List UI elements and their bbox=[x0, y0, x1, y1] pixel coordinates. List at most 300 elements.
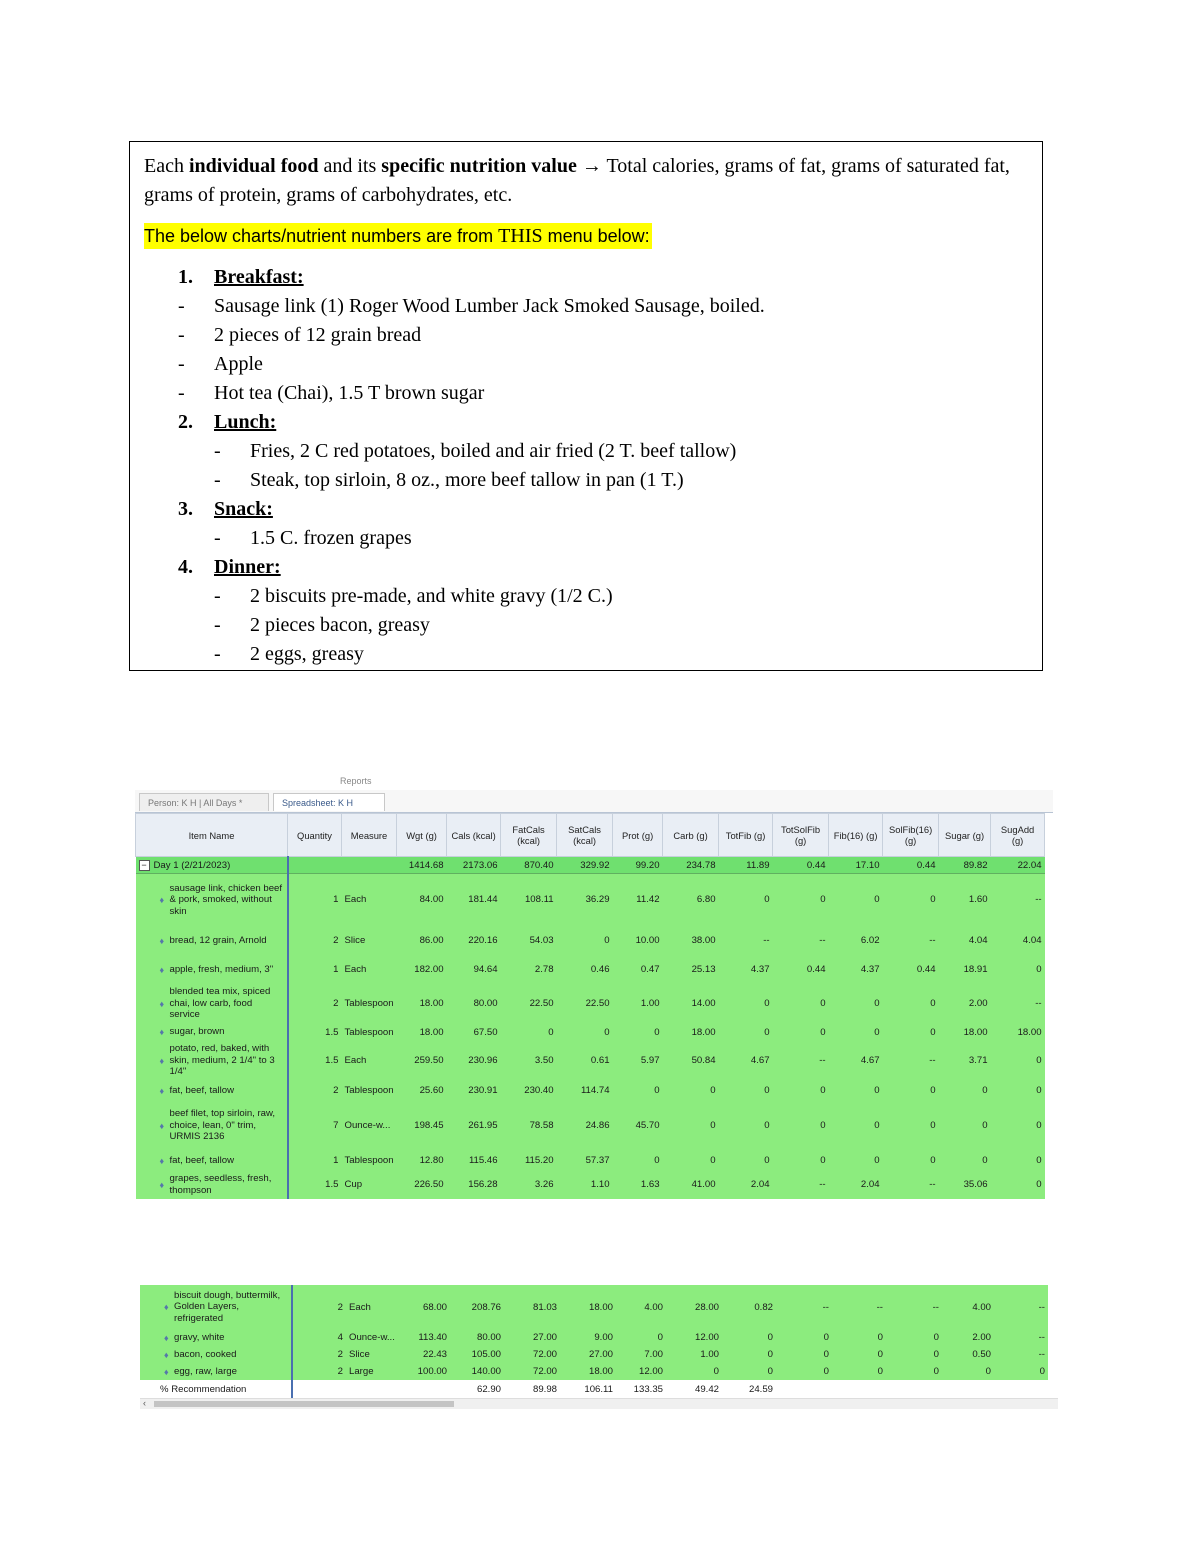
tab-bar bbox=[135, 790, 1053, 813]
meal-item bbox=[144, 321, 1028, 350]
recommendation-cell: 133.35 bbox=[616, 1380, 666, 1398]
table-row[interactable] bbox=[136, 1171, 1045, 1199]
food-item-icon: ♦ bbox=[159, 998, 165, 1009]
value-cell: -- bbox=[994, 1346, 1048, 1363]
meal-item-text: 1.5 C. frozen grapes bbox=[250, 527, 412, 549]
value-cell: 57.37 bbox=[557, 1151, 613, 1171]
table-row[interactable] bbox=[136, 956, 1045, 984]
day-total-cell: 329.92 bbox=[557, 857, 613, 874]
measure-cell: Ounce-w... bbox=[346, 1329, 400, 1346]
highlight-pre: The below charts/nutrient numbers are from bbox=[144, 226, 499, 246]
meal-item-text: Steak, top sirloin, 8 oz., more beef tallow in pan (1 T.) bbox=[250, 469, 684, 491]
food-item-icon: ♦ bbox=[159, 1179, 165, 1190]
measure-cell: Each bbox=[342, 956, 397, 984]
value-cell: 0 bbox=[829, 1151, 883, 1171]
value-cell: 182.00 bbox=[397, 956, 447, 984]
intro-bold-1: individual food bbox=[188, 155, 319, 177]
value-cell: 1.10 bbox=[557, 1171, 613, 1199]
meal-title: Breakfast: bbox=[214, 266, 304, 288]
value-cell: 18.00 bbox=[939, 1024, 991, 1041]
value-cell: 0 bbox=[719, 874, 773, 926]
meal-title: Lunch: bbox=[214, 411, 277, 433]
day-label: Day 1 (2/21/2023) bbox=[153, 859, 231, 871]
item-name: bacon, cooked bbox=[174, 1348, 237, 1360]
value-cell: 18.00 bbox=[560, 1285, 616, 1329]
value-cell: 0 bbox=[722, 1329, 776, 1346]
highlight-post: menu below: bbox=[542, 226, 650, 246]
dash-bullet: - bbox=[214, 614, 221, 636]
meal-item bbox=[144, 582, 1028, 611]
value-cell: 18.00 bbox=[560, 1363, 616, 1380]
measure-cell: Tablespoon bbox=[342, 1151, 397, 1171]
value-cell: -- bbox=[886, 1285, 942, 1329]
value-cell: 45.70 bbox=[613, 1101, 663, 1151]
value-cell: 1.00 bbox=[666, 1346, 722, 1363]
meal-heading bbox=[144, 553, 1028, 582]
day-total-cell: 0.44 bbox=[883, 857, 939, 874]
day-total-row[interactable] bbox=[136, 857, 1045, 874]
value-cell: 0 bbox=[501, 1024, 557, 1041]
meal-title: Dinner: bbox=[214, 556, 281, 578]
value-cell: -- bbox=[773, 1041, 829, 1081]
meal-item bbox=[144, 292, 1028, 321]
value-cell: 0.44 bbox=[883, 956, 939, 984]
meal-item-text: 2 biscuits pre-made, and white gravy (1/2 C.) bbox=[250, 585, 613, 607]
value-cell: 86.00 bbox=[397, 926, 447, 956]
item-name: beef filet, top sirloin, raw, choice, lean, 0" trim, URMIS 2136 bbox=[169, 1108, 276, 1143]
value-cell: 2.00 bbox=[939, 984, 991, 1024]
value-cell: 0 bbox=[991, 956, 1045, 984]
value-cell: 10.00 bbox=[613, 926, 663, 956]
recommendation-cell bbox=[942, 1380, 994, 1398]
value-cell: 38.00 bbox=[663, 926, 719, 956]
meal-item-text: Apple bbox=[214, 353, 263, 375]
horizontal-scrollbar[interactable] bbox=[140, 1398, 1058, 1409]
value-cell: 0 bbox=[829, 1081, 883, 1101]
measure-cell: Each bbox=[342, 1041, 397, 1081]
quantity-cell: 1.5 bbox=[288, 1024, 342, 1041]
highlighted-note bbox=[144, 223, 652, 249]
value-cell: 41.00 bbox=[663, 1171, 719, 1199]
value-cell: 0 bbox=[616, 1329, 666, 1346]
recommendation-row[interactable] bbox=[140, 1380, 1048, 1398]
item-name: blended tea mix, spiced chai, low carb, food service bbox=[169, 986, 271, 1021]
table-row[interactable] bbox=[136, 874, 1045, 926]
value-cell: -- bbox=[773, 926, 829, 956]
day-total-cell: 870.40 bbox=[501, 857, 557, 874]
column-header[interactable]: SolFib(16) (g) bbox=[883, 814, 939, 857]
value-cell: 4.04 bbox=[939, 926, 991, 956]
intro-text-3: Total calories, grams of fat, grams of saturated fat, grams of protein, grams of carbohydrates, etc. bbox=[144, 155, 1010, 206]
day-total-cell: 22.04 bbox=[991, 857, 1045, 874]
column-header[interactable]: Quantity bbox=[288, 814, 342, 857]
measure-cell: Large bbox=[346, 1363, 400, 1380]
value-cell: 0.82 bbox=[722, 1285, 776, 1329]
quantity-cell: 1 bbox=[288, 1151, 342, 1171]
value-cell: 230.91 bbox=[447, 1081, 501, 1101]
value-cell: -- bbox=[991, 984, 1045, 1024]
value-cell: 3.71 bbox=[939, 1041, 991, 1081]
value-cell: -- bbox=[883, 926, 939, 956]
dash-bullet: - bbox=[178, 353, 185, 375]
item-name-cell bbox=[136, 1171, 288, 1199]
collapse-icon[interactable]: − bbox=[139, 860, 150, 871]
value-cell: 84.00 bbox=[397, 874, 447, 926]
meal-item bbox=[144, 640, 1028, 669]
item-name-cell bbox=[136, 1101, 288, 1151]
value-cell: 0 bbox=[719, 1024, 773, 1041]
food-item-icon: ♦ bbox=[159, 964, 165, 975]
table-row[interactable] bbox=[140, 1346, 1048, 1363]
value-cell: 9.00 bbox=[560, 1329, 616, 1346]
value-cell: 0 bbox=[557, 1024, 613, 1041]
food-item-icon: ♦ bbox=[159, 1120, 165, 1131]
value-cell: 14.00 bbox=[663, 984, 719, 1024]
value-cell: -- bbox=[994, 1329, 1048, 1346]
item-name: gravy, white bbox=[174, 1331, 225, 1343]
recommendation-cell bbox=[776, 1380, 832, 1398]
value-cell: 0 bbox=[991, 1101, 1045, 1151]
value-cell: 7.00 bbox=[616, 1346, 666, 1363]
quantity-cell bbox=[288, 857, 342, 874]
value-cell: 67.50 bbox=[447, 1024, 501, 1041]
value-cell: 113.40 bbox=[400, 1329, 450, 1346]
item-name-cell bbox=[140, 1346, 292, 1363]
table-row[interactable] bbox=[136, 1151, 1045, 1171]
dash-bullet: - bbox=[178, 295, 185, 317]
item-name: potato, red, baked, with skin, medium, 2 1/4" to 3 1/4" bbox=[169, 1043, 275, 1078]
intro-bold-2: specific nutrition value bbox=[381, 155, 577, 177]
item-name-cell bbox=[136, 984, 288, 1024]
value-cell: 0 bbox=[883, 1151, 939, 1171]
value-cell: 0 bbox=[939, 1151, 991, 1171]
meal-item bbox=[144, 611, 1028, 640]
item-name: grapes, seedless, fresh, thompson bbox=[169, 1173, 272, 1196]
food-item-icon: ♦ bbox=[164, 1366, 169, 1377]
table-row[interactable] bbox=[140, 1285, 1048, 1329]
meal-number: 2. bbox=[178, 411, 193, 433]
value-cell: -- bbox=[883, 1041, 939, 1081]
value-cell: 1.60 bbox=[939, 874, 991, 926]
value-cell: 220.16 bbox=[447, 926, 501, 956]
value-cell: 0 bbox=[773, 984, 829, 1024]
meal-number: 3. bbox=[178, 498, 193, 520]
table-row[interactable] bbox=[136, 1081, 1045, 1101]
intro-paragraph bbox=[144, 152, 1028, 210]
value-cell: 18.00 bbox=[663, 1024, 719, 1041]
value-cell: -- bbox=[719, 926, 773, 956]
value-cell: 0 bbox=[719, 984, 773, 1024]
quantity-cell bbox=[292, 1380, 346, 1398]
item-name-cell bbox=[140, 1363, 292, 1380]
value-cell: 0.61 bbox=[557, 1041, 613, 1081]
value-cell: 6.02 bbox=[829, 926, 883, 956]
value-cell: 0 bbox=[719, 1151, 773, 1171]
value-cell: 226.50 bbox=[397, 1171, 447, 1199]
value-cell: 27.00 bbox=[504, 1329, 560, 1346]
value-cell: 12.80 bbox=[397, 1151, 447, 1171]
value-cell: 0 bbox=[883, 1101, 939, 1151]
recommendation-cell: 106.11 bbox=[560, 1380, 616, 1398]
value-cell: 35.06 bbox=[939, 1171, 991, 1199]
quantity-cell: 2 bbox=[288, 984, 342, 1024]
value-cell: 1.63 bbox=[613, 1171, 663, 1199]
recommendation-cell bbox=[832, 1380, 886, 1398]
value-cell: 0 bbox=[773, 874, 829, 926]
value-cell: 11.42 bbox=[613, 874, 663, 926]
table-row[interactable] bbox=[136, 984, 1045, 1024]
quantity-cell: 4 bbox=[292, 1329, 346, 1346]
value-cell: 22.43 bbox=[400, 1346, 450, 1363]
meal-item-text: Hot tea (Chai), 1.5 T brown sugar bbox=[214, 382, 485, 404]
value-cell: 6.80 bbox=[663, 874, 719, 926]
highlight-emph: THIS bbox=[498, 225, 543, 247]
column-header[interactable]: SugAdd (g) bbox=[991, 814, 1045, 857]
value-cell: 0 bbox=[666, 1363, 722, 1380]
value-cell: 2.78 bbox=[501, 956, 557, 984]
column-header[interactable]: Fib(16) (g) bbox=[829, 814, 883, 857]
measure-cell: Tablespoon bbox=[342, 1081, 397, 1101]
spreadsheet-screenshot-top bbox=[135, 770, 1053, 1204]
value-cell: 0.47 bbox=[613, 956, 663, 984]
value-cell: 0 bbox=[773, 1101, 829, 1151]
quantity-cell: 2 bbox=[288, 926, 342, 956]
arrow-icon: → bbox=[576, 155, 607, 177]
value-cell: 5.97 bbox=[613, 1041, 663, 1081]
value-cell: 12.00 bbox=[666, 1329, 722, 1346]
table-row[interactable] bbox=[136, 1041, 1045, 1081]
value-cell: 198.45 bbox=[397, 1101, 447, 1151]
column-header[interactable]: Prot (g) bbox=[613, 814, 663, 857]
value-cell: 230.96 bbox=[447, 1041, 501, 1081]
value-cell: 3.50 bbox=[501, 1041, 557, 1081]
value-cell: 0 bbox=[991, 1081, 1045, 1101]
value-cell: 100.00 bbox=[400, 1363, 450, 1380]
nutrition-table-continued bbox=[140, 1285, 1048, 1398]
item-name: apple, fresh, medium, 3" bbox=[169, 963, 274, 975]
item-name-cell bbox=[136, 874, 288, 926]
item-name-cell bbox=[136, 956, 288, 984]
column-header[interactable]: FatCals (kcal) bbox=[501, 814, 557, 857]
value-cell: 0 bbox=[719, 1101, 773, 1151]
value-cell: 0 bbox=[991, 1151, 1045, 1171]
column-header[interactable]: Cals (kcal) bbox=[447, 814, 501, 857]
column-header[interactable]: TotFib (g) bbox=[719, 814, 773, 857]
value-cell: 0 bbox=[886, 1363, 942, 1380]
table-row[interactable] bbox=[136, 1024, 1045, 1041]
value-cell: 208.76 bbox=[450, 1285, 504, 1329]
value-cell: 0 bbox=[722, 1346, 776, 1363]
column-header[interactable]: Sugar (g) bbox=[939, 814, 991, 857]
value-cell: 0 bbox=[776, 1329, 832, 1346]
item-name: egg, raw, large bbox=[174, 1365, 237, 1377]
column-header[interactable]: Carb (g) bbox=[663, 814, 719, 857]
value-cell: 4.67 bbox=[719, 1041, 773, 1081]
day-label-cell bbox=[136, 857, 288, 874]
value-cell: 140.00 bbox=[450, 1363, 504, 1380]
food-item-icon: ♦ bbox=[159, 1027, 165, 1037]
quantity-cell: 2 bbox=[292, 1285, 346, 1329]
meal-number: 1. bbox=[178, 266, 193, 288]
measure-cell bbox=[346, 1380, 400, 1398]
measure-cell: Slice bbox=[342, 926, 397, 956]
day-total-cell: 234.78 bbox=[663, 857, 719, 874]
highlight-line bbox=[144, 222, 1028, 251]
value-cell: 0 bbox=[991, 1041, 1045, 1081]
value-cell: 27.00 bbox=[560, 1346, 616, 1363]
item-name: biscuit dough, buttermilk, Golden Layers, refrigerated bbox=[174, 1289, 281, 1324]
menu-description-box bbox=[129, 141, 1043, 671]
tab-spreadsheet-label: Spreadsheet: K H bbox=[282, 798, 354, 808]
meal-heading bbox=[144, 495, 1028, 524]
quantity-cell: 2 bbox=[292, 1363, 346, 1380]
item-name-cell bbox=[140, 1329, 292, 1346]
value-cell: 50.84 bbox=[663, 1041, 719, 1081]
column-header[interactable]: TotSolFib (g) bbox=[773, 814, 829, 857]
value-cell: 72.00 bbox=[504, 1363, 560, 1380]
value-cell: 0 bbox=[939, 1101, 991, 1151]
value-cell: 22.50 bbox=[557, 984, 613, 1024]
recommendation-cell bbox=[886, 1380, 942, 1398]
value-cell: -- bbox=[883, 1171, 939, 1199]
table-row[interactable] bbox=[136, 1101, 1045, 1151]
value-cell: 0 bbox=[942, 1363, 994, 1380]
value-cell: 4.04 bbox=[991, 926, 1045, 956]
day-total-cell: 2173.06 bbox=[447, 857, 501, 874]
value-cell: 72.00 bbox=[504, 1346, 560, 1363]
dash-bullet: - bbox=[214, 585, 221, 607]
value-cell: 261.95 bbox=[447, 1101, 501, 1151]
quantity-cell: 1.5 bbox=[288, 1041, 342, 1081]
meal-list bbox=[144, 263, 1028, 669]
value-cell: 0 bbox=[773, 1024, 829, 1041]
column-header[interactable]: Measure bbox=[342, 814, 397, 857]
meal-heading bbox=[144, 263, 1028, 292]
tab-person[interactable] bbox=[139, 793, 269, 811]
value-cell: 0 bbox=[939, 1081, 991, 1101]
value-cell: 3.26 bbox=[501, 1171, 557, 1199]
value-cell: 0 bbox=[829, 984, 883, 1024]
value-cell: 259.50 bbox=[397, 1041, 447, 1081]
value-cell: 0 bbox=[557, 926, 613, 956]
value-cell: 78.58 bbox=[501, 1101, 557, 1151]
value-cell: 230.40 bbox=[501, 1081, 557, 1101]
measure-cell: Tablespoon bbox=[342, 1024, 397, 1041]
scrollbar-thumb[interactable] bbox=[154, 1401, 454, 1407]
value-cell: 0 bbox=[663, 1151, 719, 1171]
measure-cell: Ounce-w... bbox=[342, 1101, 397, 1151]
value-cell: 0 bbox=[663, 1101, 719, 1151]
day-total-cell: 1414.68 bbox=[397, 857, 447, 874]
food-item-icon: ♦ bbox=[164, 1302, 169, 1312]
meal-item bbox=[144, 350, 1028, 379]
value-cell: 0.46 bbox=[557, 956, 613, 984]
quantity-cell: 1.5 bbox=[288, 1171, 342, 1199]
meal-item bbox=[144, 379, 1028, 408]
recommendation-cell: 49.42 bbox=[666, 1380, 722, 1398]
value-cell: 0 bbox=[613, 1024, 663, 1041]
table-header-row bbox=[136, 814, 1045, 857]
scroll-left-icon[interactable]: ‹ bbox=[143, 1398, 146, 1408]
spreadsheet-screenshot-bottom bbox=[140, 1285, 1058, 1409]
dash-bullet: - bbox=[214, 440, 221, 462]
measure-cell: Cup bbox=[342, 1171, 397, 1199]
value-cell: -- bbox=[994, 1285, 1048, 1329]
quantity-cell: 2 bbox=[288, 1081, 342, 1101]
item-name-cell bbox=[136, 1151, 288, 1171]
value-cell: 0 bbox=[832, 1346, 886, 1363]
nutrition-table bbox=[135, 813, 1045, 1199]
meal-item-text: Sausage link (1) Roger Wood Lumber Jack Smoked Sausage, boiled. bbox=[214, 295, 765, 317]
food-item-icon: ♦ bbox=[159, 1155, 165, 1166]
meal-heading bbox=[144, 408, 1028, 437]
food-item-icon: ♦ bbox=[159, 1055, 165, 1066]
item-name: sausage link, chicken beef & pork, smoked, without skin bbox=[169, 882, 283, 917]
value-cell: 0.44 bbox=[773, 956, 829, 984]
measure-cell bbox=[342, 857, 397, 874]
dash-bullet: - bbox=[178, 382, 185, 404]
value-cell: 0 bbox=[886, 1329, 942, 1346]
quantity-cell: 1 bbox=[288, 874, 342, 926]
value-cell: 1.00 bbox=[613, 984, 663, 1024]
intro-text-1: Each bbox=[144, 155, 189, 177]
column-header[interactable]: Wgt (g) bbox=[397, 814, 447, 857]
column-header[interactable]: Item Name bbox=[136, 814, 288, 857]
dash-bullet: - bbox=[214, 469, 221, 491]
value-cell: 108.11 bbox=[501, 874, 557, 926]
food-item-icon: ♦ bbox=[159, 1085, 165, 1096]
value-cell: 0 bbox=[832, 1329, 886, 1346]
measure-cell: Slice bbox=[346, 1346, 400, 1363]
value-cell: 0 bbox=[829, 874, 883, 926]
item-name: bread, 12 grain, Arnold bbox=[169, 934, 267, 946]
value-cell: 4.00 bbox=[942, 1285, 994, 1329]
recommendation-cell: 24.59 bbox=[722, 1380, 776, 1398]
table-row[interactable] bbox=[140, 1329, 1048, 1346]
value-cell: 2.00 bbox=[942, 1329, 994, 1346]
value-cell: 105.00 bbox=[450, 1346, 504, 1363]
tab-spreadsheet[interactable] bbox=[273, 793, 385, 811]
table-row[interactable] bbox=[136, 926, 1045, 956]
quantity-cell: 1 bbox=[288, 956, 342, 984]
item-name-cell bbox=[136, 1024, 288, 1041]
table-row[interactable] bbox=[140, 1363, 1048, 1380]
value-cell: 24.86 bbox=[557, 1101, 613, 1151]
value-cell: 4.37 bbox=[829, 956, 883, 984]
day-total-cell: 11.89 bbox=[719, 857, 773, 874]
meal-number: 4. bbox=[178, 556, 193, 578]
recommendation-label: % Recommendation bbox=[140, 1380, 292, 1398]
value-cell: 0 bbox=[776, 1346, 832, 1363]
value-cell: 0 bbox=[613, 1151, 663, 1171]
value-cell: 12.00 bbox=[616, 1363, 666, 1380]
value-cell: 0 bbox=[773, 1081, 829, 1101]
value-cell: 80.00 bbox=[447, 984, 501, 1024]
value-cell: 81.03 bbox=[504, 1285, 560, 1329]
meal-item-text: 2 eggs, greasy bbox=[250, 643, 364, 665]
column-header[interactable]: SatCals (kcal) bbox=[557, 814, 613, 857]
item-name: sugar, brown bbox=[169, 1026, 225, 1038]
value-cell: 0 bbox=[719, 1081, 773, 1101]
value-cell: 114.74 bbox=[557, 1081, 613, 1101]
item-name-cell bbox=[136, 926, 288, 956]
value-cell: -- bbox=[832, 1285, 886, 1329]
recommendation-cell: 62.90 bbox=[450, 1380, 504, 1398]
day-total-cell: 89.82 bbox=[939, 857, 991, 874]
value-cell: 0 bbox=[776, 1363, 832, 1380]
value-cell: 18.91 bbox=[939, 956, 991, 984]
measure-cell: Each bbox=[342, 874, 397, 926]
